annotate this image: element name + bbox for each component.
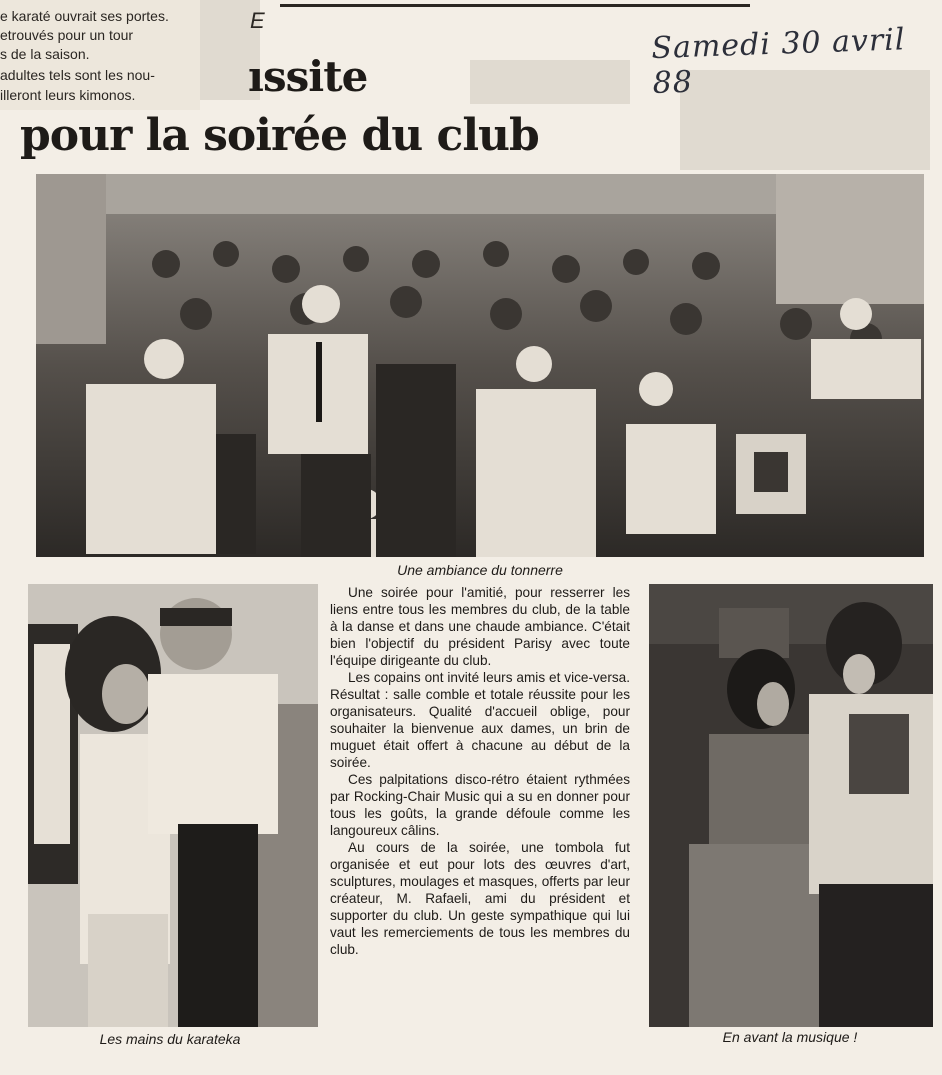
article-paragraph: Une soirée pour l'amitié, pour resserrer les liens entre tous les membres du club, de la table à la danse et dans une chaude ambiance. C'était bien l'objectif du président Parisy avec toute l'équipe dirigeante du club. <box>330 585 630 668</box>
article-paragraph: Au cours de la soirée, une tombola fut organisée et eut pour lots des œuvres d'art, sculptures, moulages et masques, offerts par leur créateur, M. Rafaeli, ami du président et supporter du club. Un geste sympathique qui lui vaut les remerciements de tous les membres du club. <box>330 840 630 957</box>
article-body <box>330 584 630 958</box>
fragment-line: e karaté ouvrait ses portes. <box>0 8 169 24</box>
article-paragraph: Ces palpitations disco-rétro étaient rythmées par Rocking-Chair Music qui a su en donner pour tous les goûts, la grande défoule comme les langoureux câlins. <box>330 772 630 838</box>
headline-line-2: pour la soirée du club <box>20 110 539 161</box>
top-rule <box>280 4 750 7</box>
main-photo-caption: Une ambiance du tonnerre <box>397 562 563 578</box>
left-photo-karateka <box>28 584 318 1027</box>
right-photo-dancers <box>649 584 933 1027</box>
fragment-line: etrouvés pour un tour <box>0 27 134 43</box>
handwritten-date: Samedi 30 avril 88 <box>650 22 906 102</box>
fragment-line: illeront leurs kimonos. <box>0 87 136 103</box>
article-paragraph: Les copains ont invité leurs amis et vice-versa. Résultat : salle comble et totale réussite pour les organisateurs. Qualité d'accueil oblige, pour souhaiter la bienvenue aux dames, un brin de muguet était offert à chacune au début de la soirée. <box>330 670 630 770</box>
bleed-through-area <box>470 60 630 104</box>
main-photo-dance-crowd <box>36 174 924 557</box>
headline-line-1: ıssite <box>248 52 368 101</box>
fragment-line: s de la saison. <box>0 46 90 62</box>
section-letter: E <box>250 8 265 33</box>
right-photo-caption: En avant la musique ! <box>722 1029 858 1045</box>
left-photo-caption: Les mains du karateka <box>99 1031 241 1047</box>
fragment-line: adultes tels sont les nou- <box>0 67 155 83</box>
clipped-article-fragment <box>0 0 200 110</box>
